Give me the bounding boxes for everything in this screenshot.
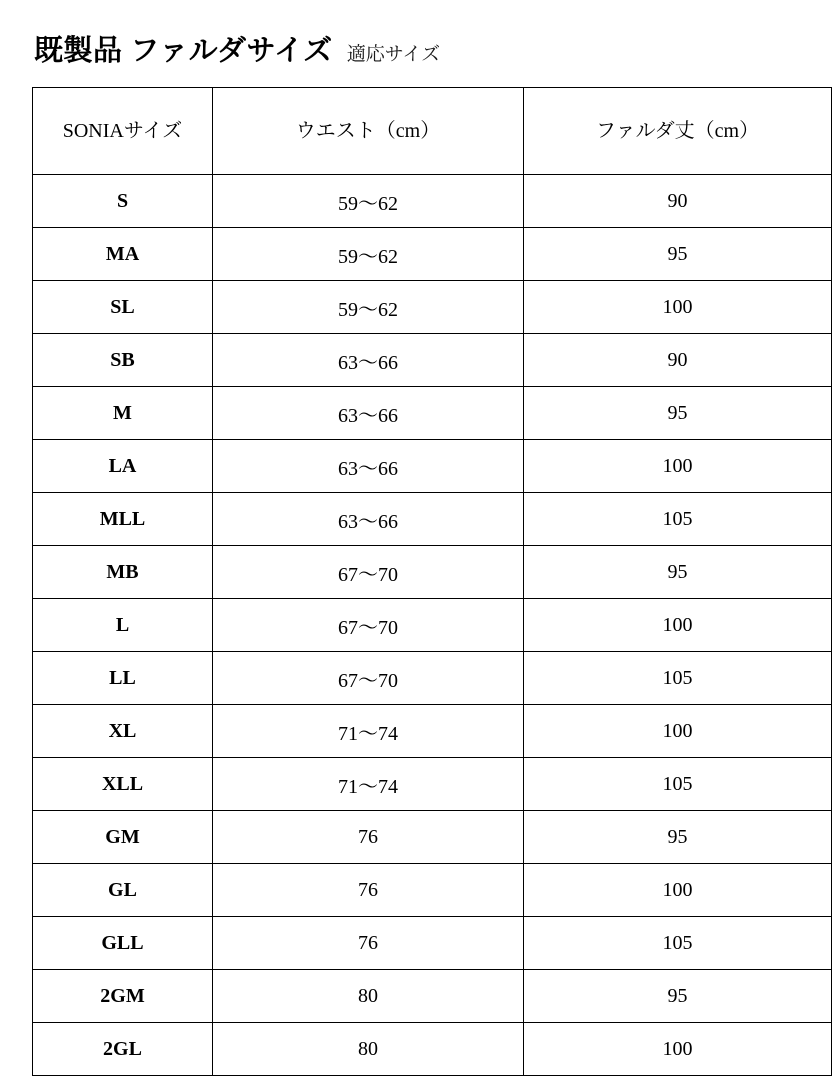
cell-size: LA [33, 440, 213, 493]
cell-size: MA [33, 228, 213, 281]
cell-size: GLL [33, 917, 213, 970]
cell-length: 105 [524, 493, 832, 546]
cell-size: S [33, 175, 213, 228]
table-row [33, 334, 832, 387]
cell-waist: 63〜66 [213, 493, 524, 546]
cell-size: MB [33, 546, 213, 599]
cell-length: 95 [524, 387, 832, 440]
table-row [33, 917, 832, 970]
size-table-header [33, 88, 832, 175]
cell-length: 90 [524, 175, 832, 228]
table-row [33, 493, 832, 546]
table-row [33, 175, 832, 228]
cell-size: MLL [33, 493, 213, 546]
column-header-size-label: SONIAサイズ [62, 119, 183, 142]
cell-size: 2GL [33, 1023, 213, 1076]
cell-size: GM [33, 811, 213, 864]
cell-waist: 59〜62 [213, 281, 524, 334]
cell-size: SL [33, 281, 213, 334]
cell-waist: 71〜74 [213, 705, 524, 758]
cell-length: 95 [524, 228, 832, 281]
cell-waist: 59〜62 [213, 175, 524, 228]
table-row [33, 281, 832, 334]
cell-length: 100 [524, 599, 832, 652]
column-header-waist [213, 88, 524, 175]
table-row [33, 1023, 832, 1076]
cell-length: 105 [524, 758, 832, 811]
table-row [33, 387, 832, 440]
table-row [33, 970, 832, 1023]
cell-size: SB [33, 334, 213, 387]
column-header-size [33, 88, 213, 175]
page-title [32, 28, 805, 69]
cell-waist: 76 [213, 917, 524, 970]
page-title-main: 既製品 ファルダサイズ [34, 35, 333, 67]
cell-size: 2GM [33, 970, 213, 1023]
cell-length: 95 [524, 970, 832, 1023]
size-table [32, 87, 832, 1076]
cell-size: XL [33, 705, 213, 758]
cell-waist: 80 [213, 1023, 524, 1076]
cell-length: 105 [524, 652, 832, 705]
cell-length: 100 [524, 1023, 832, 1076]
column-header-length [524, 88, 832, 175]
column-header-waist-label: ウエスト（cm） [295, 119, 441, 142]
cell-length: 100 [524, 281, 832, 334]
cell-waist: 59〜62 [213, 228, 524, 281]
cell-waist: 63〜66 [213, 334, 524, 387]
cell-length: 100 [524, 864, 832, 917]
column-header-length-label: ファルダ丈（cm） [595, 119, 760, 142]
cell-size: L [33, 599, 213, 652]
cell-length: 95 [524, 811, 832, 864]
cell-length: 100 [524, 440, 832, 493]
table-row [33, 864, 832, 917]
cell-length: 100 [524, 705, 832, 758]
cell-size: XLL [33, 758, 213, 811]
cell-length: 95 [524, 546, 832, 599]
table-row [33, 652, 832, 705]
cell-size: LL [33, 652, 213, 705]
cell-size: GL [33, 864, 213, 917]
cell-size: M [33, 387, 213, 440]
table-header-row [33, 88, 832, 175]
size-table-body [33, 175, 832, 1076]
table-row [33, 599, 832, 652]
cell-waist: 67〜70 [213, 599, 524, 652]
cell-waist: 67〜70 [213, 546, 524, 599]
cell-waist: 71〜74 [213, 758, 524, 811]
table-row [33, 758, 832, 811]
cell-waist: 63〜66 [213, 440, 524, 493]
table-row [33, 546, 832, 599]
table-row [33, 705, 832, 758]
table-row [33, 811, 832, 864]
cell-waist: 80 [213, 970, 524, 1023]
cell-waist: 63〜66 [213, 387, 524, 440]
table-row [33, 440, 832, 493]
cell-waist: 67〜70 [213, 652, 524, 705]
cell-length: 105 [524, 917, 832, 970]
cell-waist: 76 [213, 864, 524, 917]
table-row [33, 228, 832, 281]
cell-waist: 76 [213, 811, 524, 864]
page-title-sub: 適応サイズ [346, 44, 441, 65]
cell-length: 90 [524, 334, 832, 387]
